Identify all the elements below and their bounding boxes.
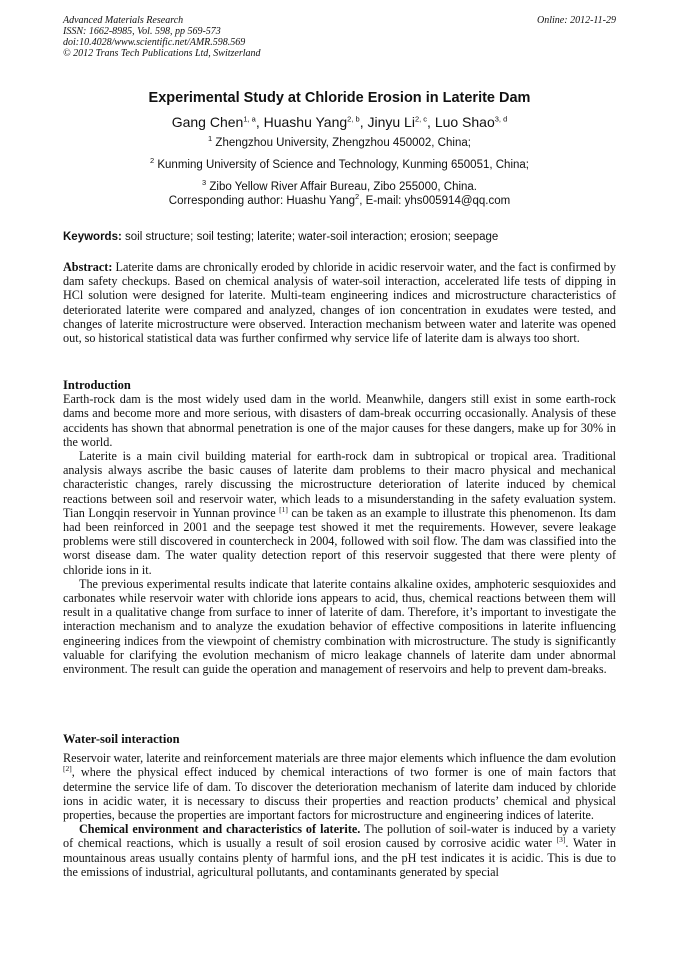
section-heading: Introduction [63,378,131,392]
author-affil-marker: 3, d [494,114,508,124]
corresponding-author-marker: 2 [355,192,360,202]
online-date: Online: 2012-11-29 [537,15,616,26]
paragraph-text: Laterite is a main civil building material for earth-rock dam in subtropical or tropical area. Traditional analysis always ascribe the basic causes of laterite dam problems to their macro physical and mechanical characteristic changes, rarely discussing the microstructure deterioration of laterite induced by chemical reactions between soil and reservoir water, which leads to a misunderstanding in the safety evaluation system. Tian Longqin reservoir in Yunnan province [63,449,616,520]
affiliation-number: 3 [201,178,207,188]
author-name: Jinyu Li [367,114,415,130]
copyright-line: © 2012 Trans Tech Publications Ltd, Switzerland [63,48,261,59]
affiliation-text: Kunming University of Science and Technology, Kunming 650051, China; [157,159,529,171]
author-name: Gang Chen [171,114,244,130]
paragraph: The previous experimental results indicate that laterite contains alkaline oxides, amphoteric sesquioxides and carbonates while reservoir water with chloride ions appears to acid, thus, chemical reactions between them will result in a qualitative change from surface to inner of laterite of dam. Therefore, it’s important to investigate the interaction mechanism and to analyze the exudation behavior of effective compositions in laterite influencing engineering indices from the viewpoint of chemistry combination with microstructure. The study is significantly valuable for clarifying the evolution mechanism of micro leakage channels of laterite dam under abnormal environment. The result can guide the operation and management of reservoirs and help to prevent dam-breaks. [63,576,616,677]
author-affil-marker: 1, a [243,114,256,124]
paragraph-text: , where the physical effect induced by chemical interactions of two former is one of main factors that determine the service life of dam. To discover the deterioration mechanism of laterite dam induced by chloride ions in acidic water, it is necessary to discuss their properties and reaction products’ chemical and physical properties, because the properties are important factors for microstructure and engineering indices of laterite. [63,765,616,823]
affiliation [63,178,616,193]
journal-header [63,15,616,59]
abstract-text: Laterite dams are chronically eroded by chloride in acidic reservoir water, and the fact is confirmed by dam safety checkups. Based on chemical analysis of water-soil interaction, accelerated life tests of dipping in HCl solution were designed for laterite. Multi-team engineering indices and microstructure characteristics of deteriorated laterite were compared and analyzed, changes of ion concentration in exudates were tested, and changes of laterite microstructure were observed. Interaction mechanism between water and laterite was opened out, so historical statistical data was further confirmed why service life of laterite dam is always too short. [63,260,616,346]
abstract-paragraph [63,260,616,345]
affiliation-text: Zhengzhou University, Zhengzhou 450002, China; [215,137,471,149]
water-soil-section [63,732,616,879]
paragraph-text: Reservoir water, laterite and reinforcement materials are three major elements which influence the dam evolution [63,751,616,766]
paragraph [63,822,616,879]
abstract-label: Abstract: [63,260,113,274]
paragraph-text: can be taken as an example to illustrate this phenomenon. Its dam had been reinforced in 2001 and the seepage test showed it met the requirements. However, severe leakage problems were still discovered in countercheck in 2004, followed with soil flow. The dam was classified into the worst disease dam. The water quality detection report of this reservoir suggested that there were plenty of chloride ions in it. [63,505,617,577]
keywords-label: Keywords: [63,231,122,243]
affiliation-number: 1 [208,134,213,144]
section-heading: Water-soil interaction [63,732,180,746]
doi-line: doi:10.4028/www.scientific.net/AMR.598.569 [63,37,246,48]
abstract [63,260,616,345]
paragraph-text: The pollution of soil-water is induced by a variety of chemical reactions, which is usually a result of soil erosion caused by corrosive acidic water [63,822,616,851]
paper-title: Experimental Study at Chloride Erosion in Laterite Dam [148,90,531,106]
author-list: Gang Chen$^{1, a}$, Huashu Yang$^{2, b}$, Jinyu Li$^{2, c}$, Luo Shao$^{3, d}$ [171,114,508,130]
affiliation [63,156,616,171]
keywords [63,231,616,243]
paragraph [63,751,616,822]
affiliation [63,134,616,149]
corresponding-author-text: Corresponding author: Huashu Yang [168,195,356,207]
introduction-section [63,378,616,676]
affiliation-text: Zibo Yellow River Affair Bureau, Zibo 255000, China. [209,181,478,193]
author-affil-marker: 2, b [347,114,360,124]
corresponding-author-email[interactable]: , E-mail: yhs005914@qq.com [359,195,511,207]
corresponding-author [63,192,616,207]
keywords-text: soil structure; soil testing; laterite; water-soil interaction; erosion; seepage [125,231,499,243]
paragraph-text: . Water in mountainous areas usually contains plenty of harmful ions, and the pH test indicates it is acidic. This is due to the emissions of industrial, agricultural pollutants, and contaminants generated by special [63,836,616,879]
run-in-heading: Chemical environment and characteristics of laterite. [79,822,361,837]
citation[interactable]: [2] [63,764,72,774]
citation[interactable]: [1] [279,504,288,514]
author-name: Huashu Yang [263,114,348,130]
citation[interactable]: [3] [556,835,566,845]
author-name: Luo Shao [434,114,495,130]
author-affil-marker: 2, c [414,114,428,124]
journal-name: Advanced Materials Research [63,15,184,26]
affiliation-number: 2 [149,156,155,166]
paragraph [63,449,616,577]
paragraph: Earth-rock dam is the most widely used dam in the world. Meanwhile, dangers still exist in some earth-rock dams and become more and more serious, with disasters of dam-break occurring occasionally. Analysis of these accidents has shown that abnormal penetration is one of the major causes for these dangers, make up for 30% in the world. [63,392,616,449]
issn-line: ISSN: 1662-8985, Vol. 598, pp 569-573 [63,26,221,37]
